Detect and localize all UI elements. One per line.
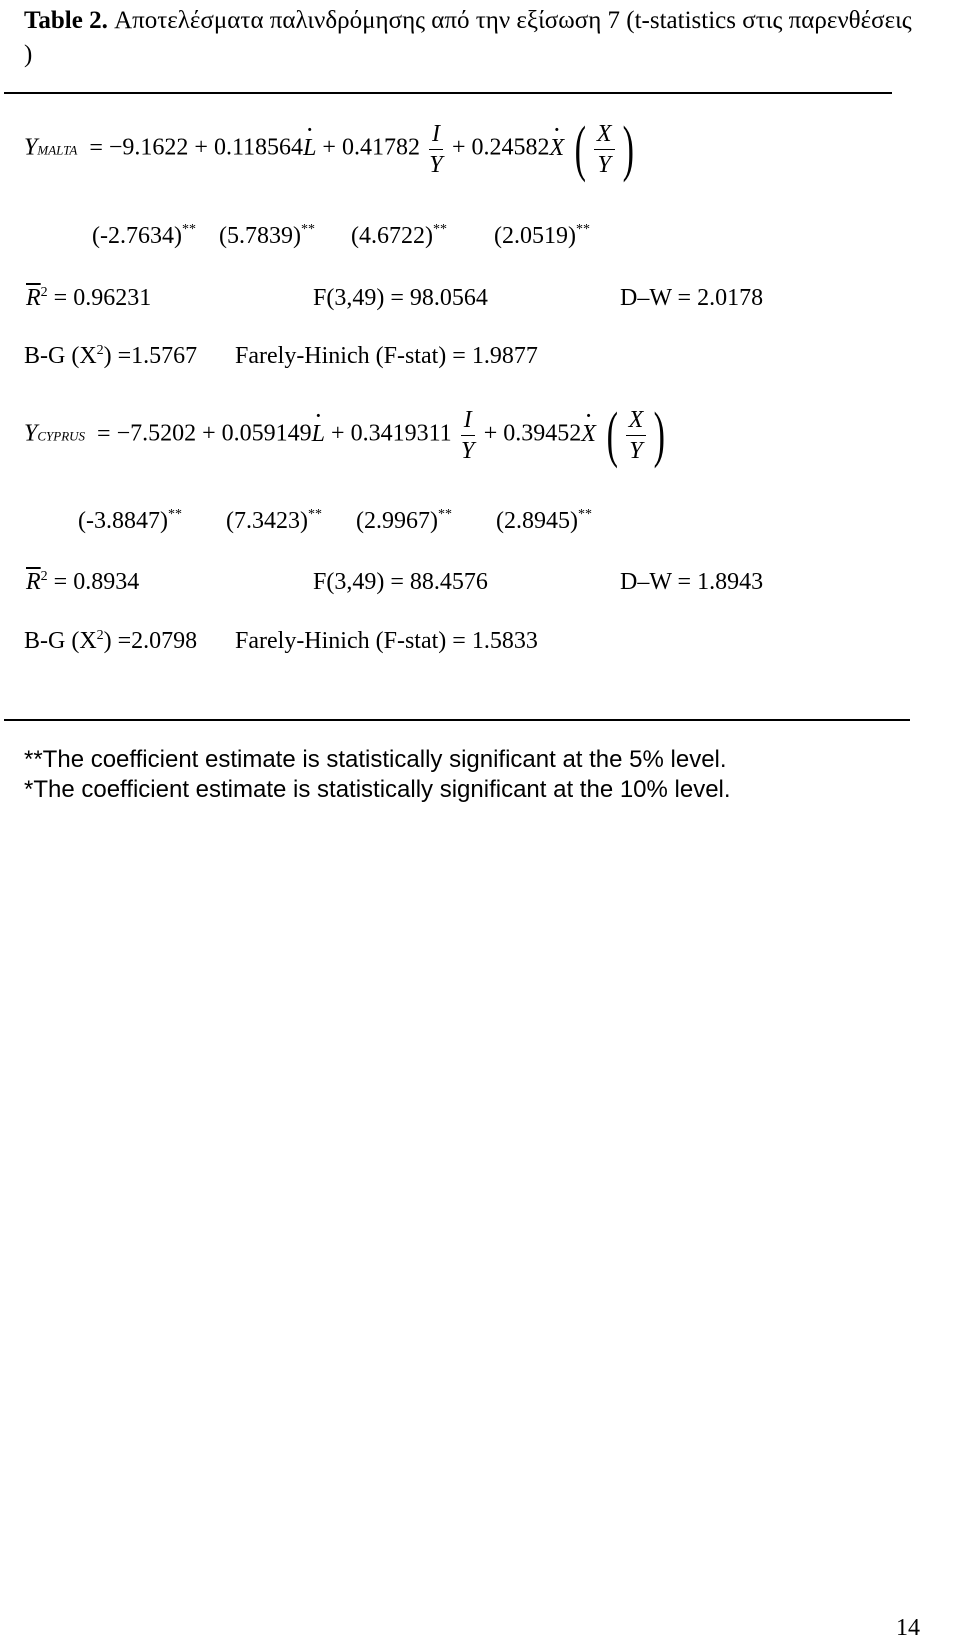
cyprus-lhs: Y [24,420,38,447]
malta-f-stat: F(3,49) = 98.0564 [313,285,488,311]
table-caption [24,4,924,72]
malta-constant: −9.1622 [108,134,189,161]
malta-frac-den: Y [429,151,443,178]
cyprus-tstat-2: (7.3423)** [226,507,322,534]
cyprus-paren-num: X [626,405,647,436]
cyprus-coef-2: + 0.3419311 [331,420,452,447]
cyprus-constant: 7.5202 [130,420,197,447]
cyprus-tstat-4: (2.8945)** [496,507,592,534]
malta-paren-den: Y [597,151,611,178]
table-title: Αποτελέσματα παλινδρόμησης από την εξίσωση 7 (t-statistics στις παρενθέσεις ) [24,7,912,68]
malta-tstat-3: (4.6722)** [351,222,447,249]
malta-dw: D–W = 2.0178 [620,285,764,311]
malta-equation: YMALTA = −9.1622 + 0.118564· L + 0.41782 $\frac{I}{Y}$ + 0.24582· X ( $\frac{X}{Y}$ ) [24,118,638,180]
cyprus-frac-den: Y [461,437,475,464]
cyprus-lhs-sub: CYPRUS [37,428,86,444]
malta-tstat-4: (2.0519)** [494,222,590,249]
malta-eq-sign: = [89,134,103,161]
cyprus-var-x: · X [581,421,596,448]
malta-bg: B-G $(X^2) =1.5767$ [24,343,198,369]
malta-fraction-iy [429,119,443,180]
table-label: Table 2. [24,7,108,34]
malta-r2: $\overline{R}^2 = 0.96231$ [26,285,152,311]
bottom-rule [4,719,910,721]
cyprus-fraction-iy [461,405,475,466]
page-number: 14 [896,1615,920,1641]
malta-var-l: · L [303,135,316,162]
malta-lhs: Y [24,134,38,161]
cyprus-var-l: · L [312,421,325,448]
cyprus-tstat-1: (-3.8847)** [78,507,182,534]
note-5-percent: **The coefficient estimate is statistically significant at the 5% level. [24,746,727,773]
cyprus-frac-num: I [461,405,475,436]
malta-lhs-sub: MALTA [37,142,78,158]
cyprus-equation: YCYPRUS = −7.5202 + 0.059149· L + 0.3419311 $\frac{I}{Y}$ + 0.39452· X ( $\frac{X}{Y}$ ) [24,404,670,466]
malta-coef-1: + 0.118564 [194,134,304,161]
cyprus-fraction-xy [626,405,647,466]
cyprus-bg: B-G $(X^2) =2.0798$ [24,628,198,654]
cyprus-f-stat: F(3,49) = 88.4576 [313,569,488,595]
malta-var-x: · X [550,135,565,162]
cyprus-farely-hinich: Farely-Hinich (F-stat) = 1.5833 [235,628,538,654]
top-rule [4,92,892,94]
malta-tstat-1: (-2.7634)** [92,222,196,249]
malta-farely-hinich: Farely-Hinich (F-stat) = 1.9877 [235,343,538,369]
malta-tstat-2: (5.7839)** [219,222,315,249]
cyprus-tstat-3: (2.9967)** [356,507,452,534]
malta-coef-2: + 0.41782 [322,134,420,161]
cyprus-dw: D–W = 1.8943 [620,569,764,595]
cyprus-eq-sign: = [97,420,111,447]
cyprus-r2: $\overline{R}^2 = 0.8934$ [26,569,140,595]
malta-coef-3: + 0.24582 [451,134,550,161]
malta-frac-num: I [429,119,443,150]
malta-paren-num: X [594,119,615,150]
malta-fraction-xy [594,119,615,180]
cyprus-coef-1: + 0.059149 [202,420,312,447]
cyprus-coef-3: + 0.39452 [483,420,582,447]
cyprus-paren-den: Y [629,437,643,464]
note-10-percent: *The coefficient estimate is statistically significant at the 10% level. [24,776,731,803]
